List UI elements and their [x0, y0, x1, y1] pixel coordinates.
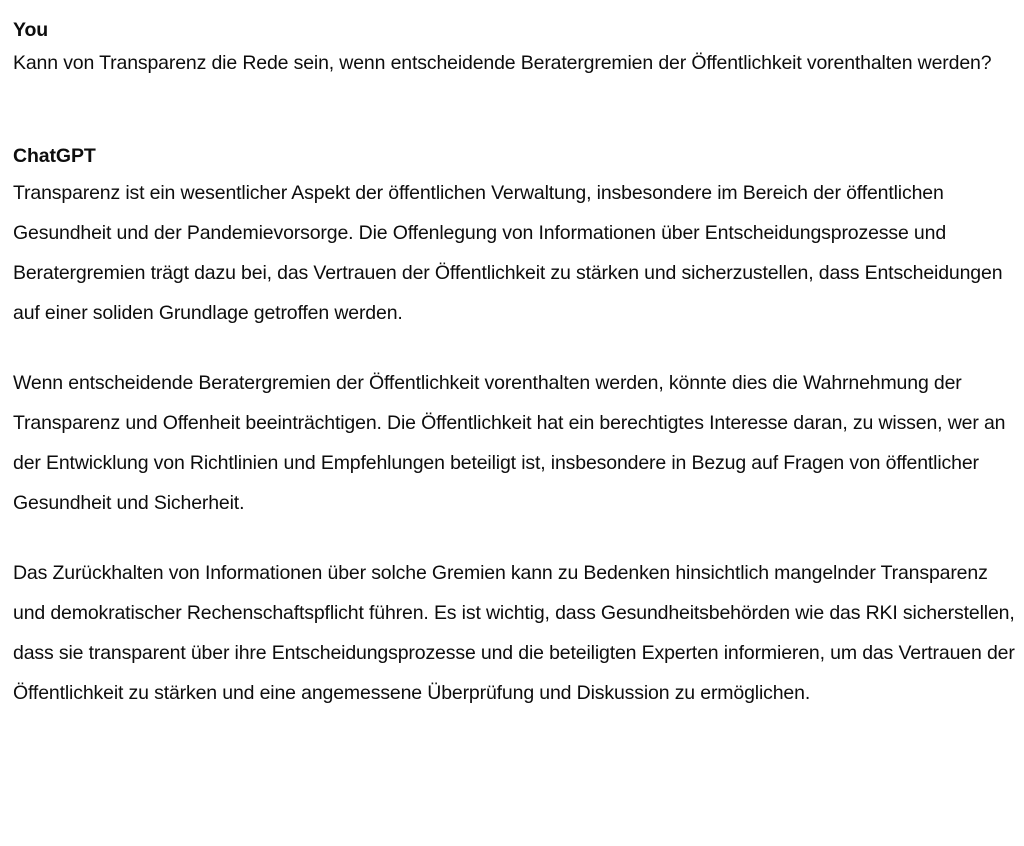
assistant-message	[13, 140, 1015, 713]
user-author-label: You	[13, 19, 49, 41]
chat-transcript	[13, 14, 1015, 713]
assistant-paragraph[interactable]: Transparenz ist ein wesentlicher Aspekt der öffentlichen Verwaltung, insbesondere im Bereich der öffentlichen Gesundheit und der Pandemievorsorge. Die Offenlegung von Informationen über Entscheidungsprozesse und Beratergremien trägt dazu bei, das Vertrauen der Öffentlichkeit zu stärken und sicherzustellen, dass Entscheidungen auf einer soliden Grundlage getroffen werden.	[13, 182, 1003, 324]
user-message-text[interactable]: Kann von Transparenz die Rede sein, wenn entscheidende Beratergremien der Öffentlichkeit vorenthalten werden?	[13, 52, 992, 74]
assistant-author-label: ChatGPT	[13, 145, 96, 167]
assistant-paragraph[interactable]: Wenn entscheidende Beratergremien der Öffentlichkeit vorenthalten werden, könnte dies die Wahrnehmung der Transparenz und Offenheit beeinträchtigen. Die Öffentlichkeit hat ein berechtigtes Interesse daran, zu wissen, wer an der Entwicklung von Richtlinien und Empfehlungen beteiligt ist, insbesondere in Bezug auf Fragen von öffentlicher Gesundheit und Sicherheit.	[13, 372, 1006, 514]
assistant-paragraph[interactable]: Das Zurückhalten von Informationen über solche Gremien kann zu Bedenken hinsichtlich mangelnder Transparenz und demokratischer Rechenschaftspflicht führen. Es ist wichtig, dass Gesundheitsbehörden wie das RKI sicherstellen, dass sie transparent über ihre Entscheidungsprozesse und die beteiligten Experten informieren, um das Vertrauen der Öffentlichkeit zu stärken und eine angemessene Überprüfung und Diskussion zu ermöglichen.	[13, 562, 1015, 704]
user-message	[13, 14, 1015, 80]
